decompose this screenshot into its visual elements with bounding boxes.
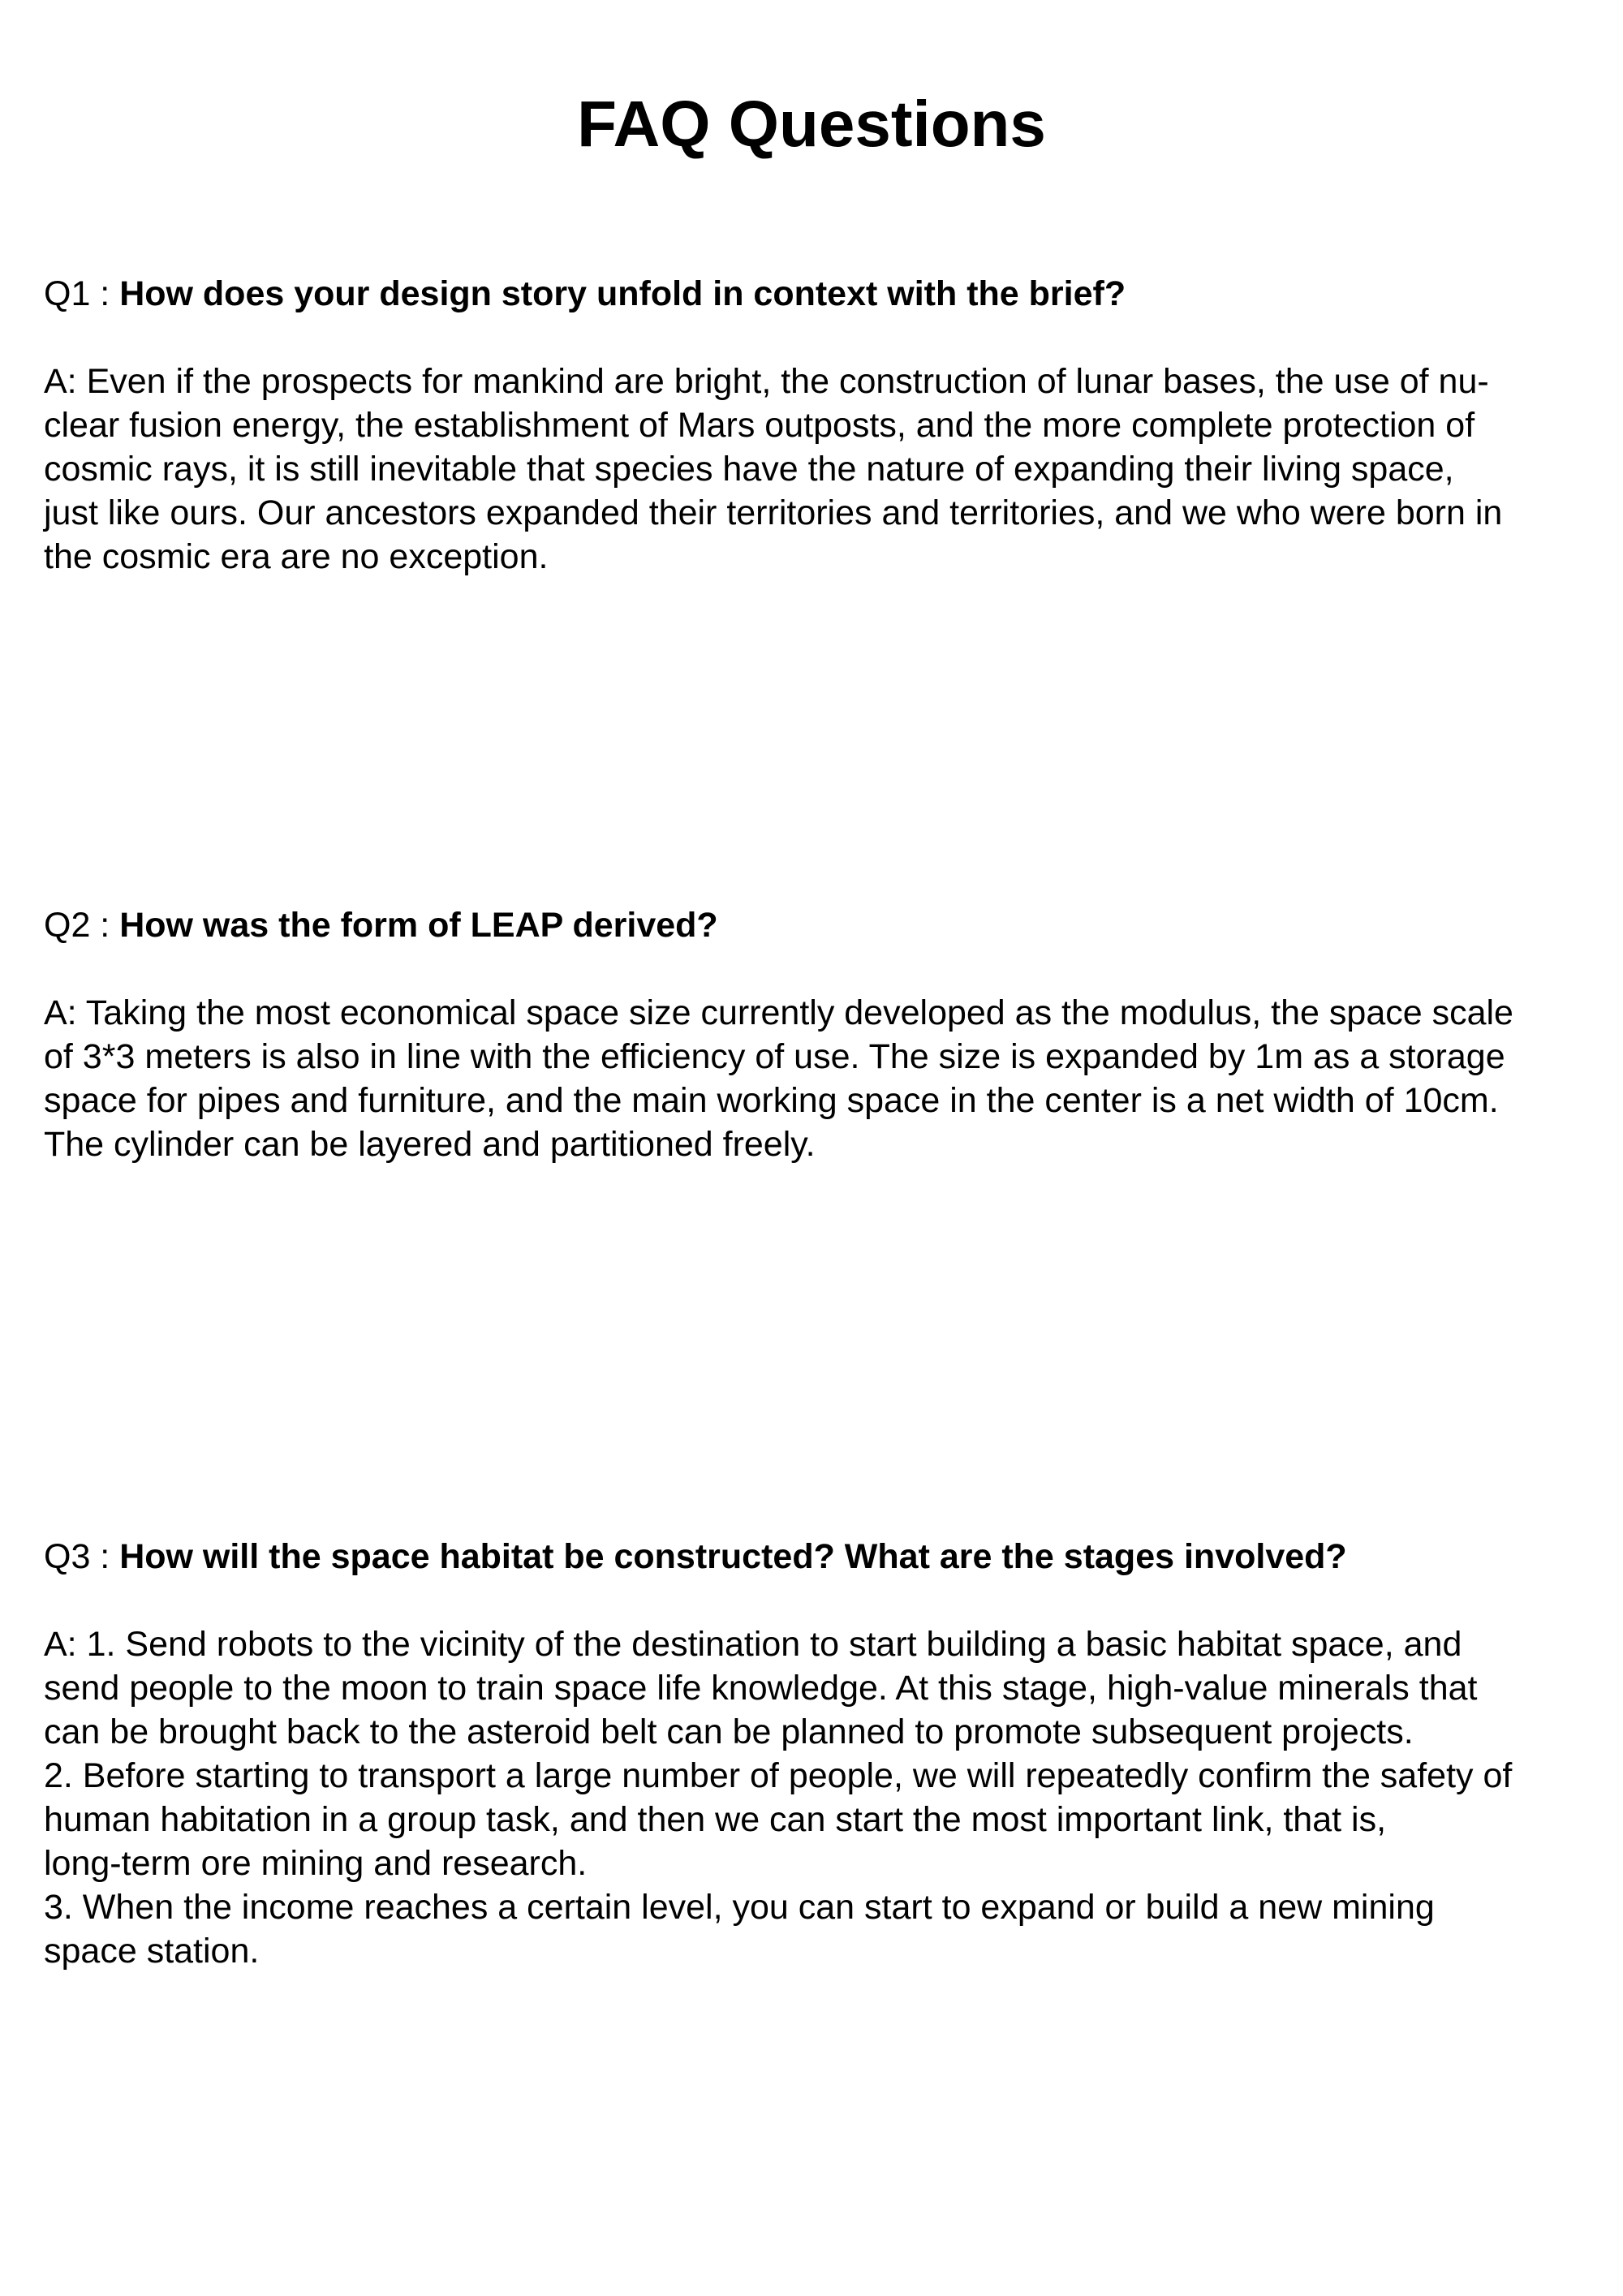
answer-q3 [44, 1622, 1594, 1973]
question-q3 [44, 1535, 1594, 1579]
question-label: Q2 : [44, 906, 120, 945]
faq-item-q1 [44, 272, 1594, 579]
question-text: How will the space habitat be constructed? What are the stages involved? [119, 1537, 1347, 1576]
faq-item-q3 [44, 1535, 1594, 1973]
answer-line: human habitation in a group task, and then we can start the most important link, that is, [44, 1800, 1387, 1839]
answer-line: space for pipes and furniture, and the main working space in the center is a net width of 10cm. [44, 1081, 1499, 1120]
answer-line: space station. [44, 1932, 260, 1971]
answer-line: 2. Before starting to transport a large number of people, we will repeatedly confirm the safety of [44, 1756, 1513, 1795]
question-label: Q1 : [44, 274, 120, 313]
answer-line: A: 1. Send robots to the vicinity of the destination to start building a basic habitat space, and [44, 1625, 1462, 1664]
faq-item-q2 [44, 903, 1594, 1166]
answer-line: send people to the moon to train space life knowledge. At this stage, high-value minerals that [44, 1669, 1478, 1708]
question-q1 [44, 272, 1594, 316]
question-q2 [44, 903, 1594, 947]
answer-line: The cylinder can be layered and partitioned freely. [44, 1125, 816, 1164]
page-title: FAQ Questions [577, 88, 1046, 160]
answer-line: clear fusion energy, the establishment of Mars outposts, and the more complete protection of [44, 406, 1475, 445]
answer-line: can be brought back to the asteroid belt can be planned to promote subsequent projects. [44, 1712, 1414, 1751]
answer-line: cosmic rays, it is still inevitable that species have the nature of expanding their living space, [44, 450, 1454, 489]
answer-line: long-term ore mining and research. [44, 1844, 588, 1883]
answer-line: just like ours. Our ancestors expanded their territories and territories, and we who were born in [44, 493, 1503, 532]
answer-line: A: Even if the prospects for mankind are bright, the construction of lunar bases, the use of nu- [44, 362, 1489, 401]
question-text: How does your design story unfold in context with the brief? [119, 274, 1126, 313]
answer-q1 [44, 360, 1594, 579]
answer-line: 3. When the income reaches a certain level, you can start to expand or build a new mining [44, 1888, 1435, 1927]
question-label: Q3 : [44, 1537, 120, 1576]
answer-q2 [44, 991, 1594, 1166]
question-text: How was the form of LEAP derived? [119, 906, 718, 945]
answer-line: of 3*3 meters is also in line with the efficiency of use. The size is expanded by 1m as a storage [44, 1037, 1505, 1076]
answer-line: A: Taking the most economical space size currently developed as the modulus, the space scale [44, 993, 1513, 1032]
answer-line: the cosmic era are no exception. [44, 537, 549, 576]
